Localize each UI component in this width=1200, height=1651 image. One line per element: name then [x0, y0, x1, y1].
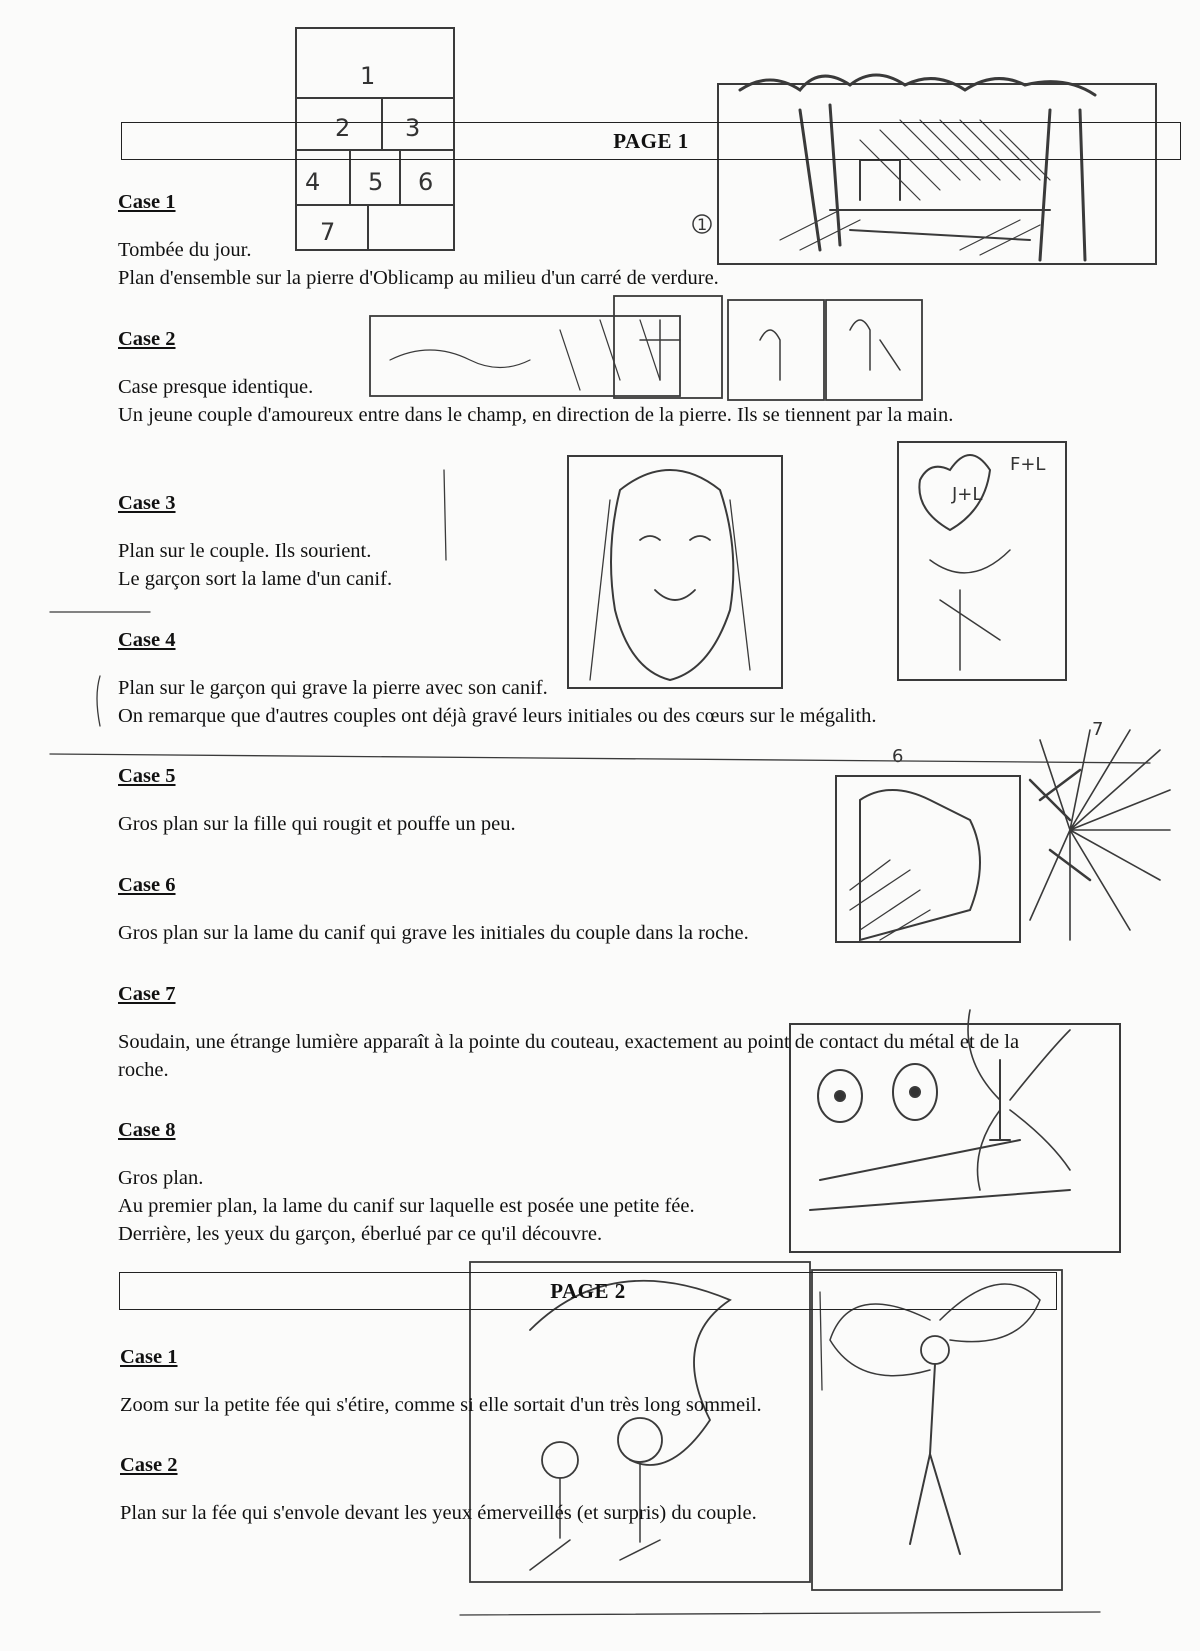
case-line: Plan sur le couple. Ils sourient.	[118, 540, 372, 562]
sketch-panel-number-6: 6	[892, 746, 904, 767]
case-line: Gros plan sur la lame du canif qui grave les initiales du couple dans la roche.	[118, 922, 749, 944]
sketch-panel-number-7: 7	[1092, 719, 1104, 740]
case-title: Case 1	[118, 191, 176, 213]
case-description	[118, 1028, 1028, 1084]
case-line: Plan d'ensemble sur la pierre d'Oblicamp au milieu d'un carré de verdure.	[118, 267, 719, 289]
layout-number-1: 1	[360, 62, 376, 90]
case-line: Derrière, les yeux du garçon, éberlué par ce qu'il découvre.	[118, 1223, 603, 1245]
case-title: Case 2	[118, 328, 176, 350]
case-line: Plan sur la fée qui s'envole devant les yeux émerveillés (et surpris) du couple.	[120, 1502, 757, 1524]
page-1-case-8	[118, 1116, 818, 1248]
case-title: Case 4	[118, 629, 176, 651]
page-1-banner	[121, 122, 1181, 160]
layout-number-4: 4	[305, 168, 321, 196]
case-line: Zoom sur la petite fée qui s'étire, comme si elle sortait d'un très long sommeil.	[120, 1394, 762, 1416]
page-1-case-2	[118, 325, 1038, 429]
case-title: Case 7	[118, 983, 176, 1005]
page-1-case-4	[118, 626, 1118, 730]
page-1-case-1	[118, 188, 878, 292]
case-title: Case 8	[118, 1119, 176, 1141]
layout-number-2: 2	[335, 114, 351, 142]
case-line: Tombée du jour.	[118, 239, 252, 261]
case-description	[118, 1164, 818, 1248]
sketch-panel-number-1: 1	[697, 215, 708, 234]
sketch-page-2-couple	[470, 1262, 810, 1582]
layout-number-3: 3	[405, 114, 421, 142]
case-line: Le garçon sort la lame d'un canif.	[118, 568, 393, 590]
page-1-case-3	[118, 489, 818, 593]
case-description	[118, 674, 1118, 730]
case-title: Case 6	[118, 874, 176, 896]
case-line: Un jeune couple d'amoureux entre dans le champ, en direction de la pierre. Ils se tiennent par la main.	[118, 404, 954, 426]
page-2-banner	[119, 1272, 1057, 1310]
case-description	[118, 537, 818, 593]
sketch-page-2-fairy	[812, 1270, 1062, 1590]
page-2-case-1	[120, 1343, 1000, 1419]
layout-number-6: 6	[418, 168, 434, 196]
page-1-case-6	[118, 871, 978, 947]
case-description	[120, 1499, 1000, 1527]
page-1-title: PAGE 1	[613, 128, 689, 153]
case-line: Case presque identique.	[118, 376, 314, 398]
case-line: Plan sur le garçon qui grave la pierre avec son canif.	[118, 677, 548, 699]
case-line: On remarque que d'autres couples ont déjà gravé leurs initiales ou des cœurs sur le mégalith.	[118, 705, 877, 727]
case-line: Au premier plan, la lame du canif sur laquelle est posée une petite fée.	[118, 1195, 695, 1217]
case-title: Case 1	[120, 1346, 178, 1368]
sketch-initials-1: J+L	[952, 484, 983, 505]
page-2-case-2	[120, 1451, 1000, 1527]
page-1-case-5	[118, 762, 818, 838]
page-2-title: PAGE 2	[550, 1278, 626, 1303]
case-title: Case 2	[120, 1454, 178, 1476]
sketch-initials-2: F+L	[1010, 454, 1046, 475]
page-1-case-7	[118, 980, 1028, 1084]
case-title: Case 3	[118, 492, 176, 514]
case-line: Gros plan.	[118, 1167, 204, 1189]
case-description	[120, 1391, 1000, 1419]
case-description	[118, 373, 1038, 429]
case-line: Gros plan sur la fille qui rougit et pouffe un peu.	[118, 813, 516, 835]
case-line: Soudain, une étrange lumière apparaît à la pointe du couteau, exactement au point de contact du métal et de la roche.	[118, 1031, 1020, 1081]
case-description	[118, 810, 818, 838]
case-description	[118, 919, 978, 947]
sketch-panel-7-light-burst	[1030, 730, 1170, 940]
layout-number-7: 7	[320, 218, 336, 246]
case-description	[118, 236, 878, 292]
layout-number-5: 5	[368, 168, 384, 196]
case-title: Case 5	[118, 765, 176, 787]
